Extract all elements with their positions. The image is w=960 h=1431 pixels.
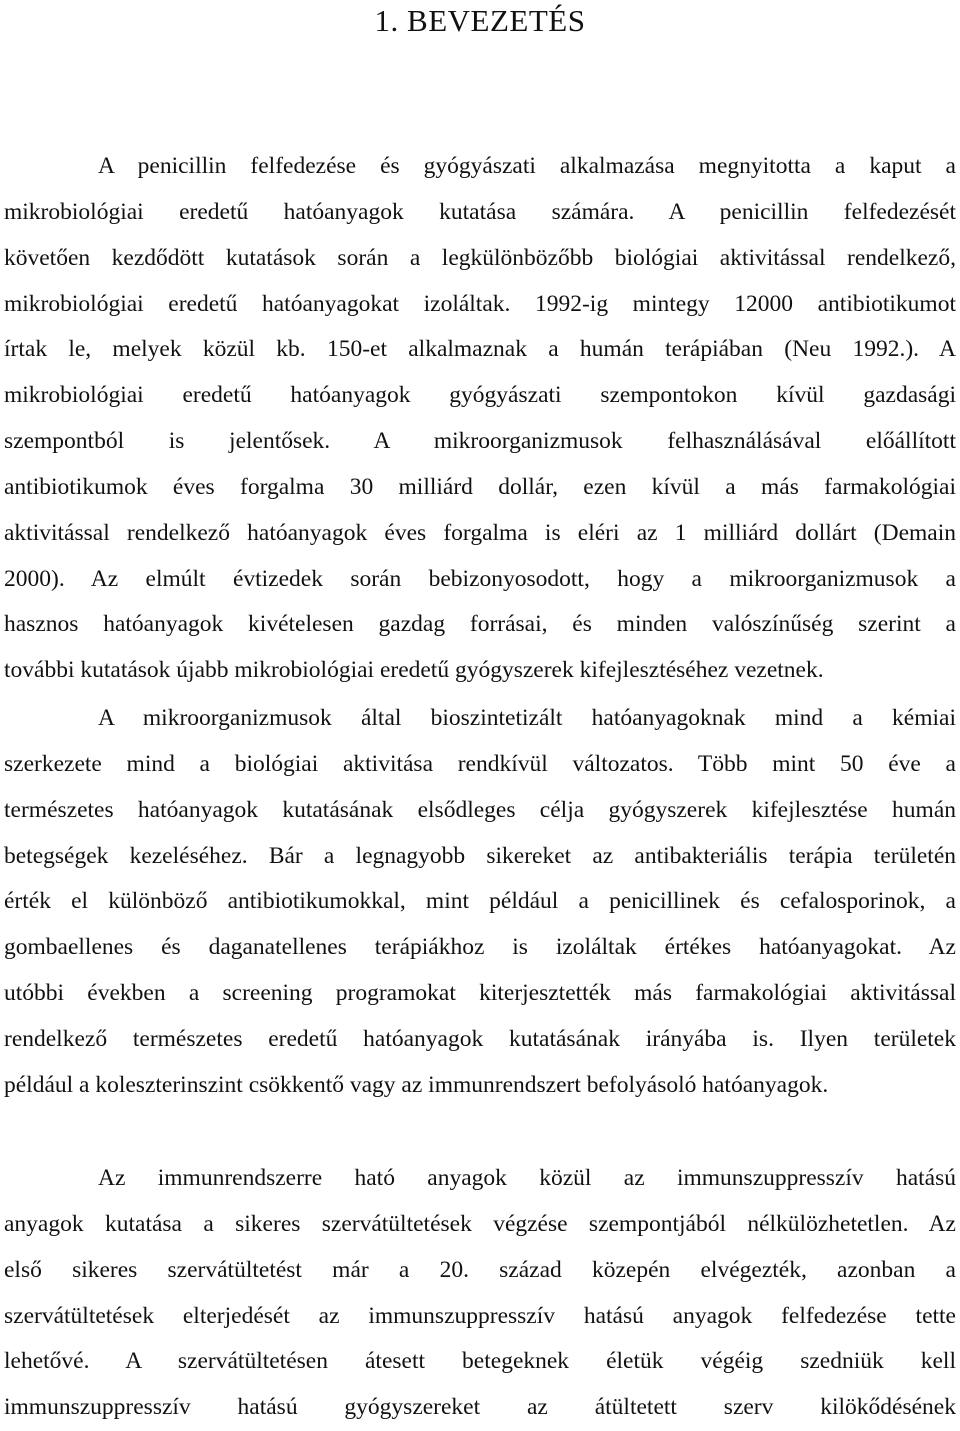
text-line: hasznos hatóanyagok kivételesen gazdag forrásai, és minden valószínűség szerint a (4, 611, 956, 638)
text-line: mikrobiológiai eredetű hatóanyagokat izoláltak. 1992-ig mintegy 12000 antibiotikumot (4, 290, 956, 317)
text-line: írtak le, melyek közül kb. 150-et alkalmaznak a humán terápiában (Neu 1992.). A (4, 336, 956, 363)
text-line: immunszuppresszív hatású gyógyszereket az átültetett szerv kilökődésének (4, 1394, 956, 1421)
text-line: Az immunrendszerre ható anyagok közül az immunszuppresszív hatású (98, 1165, 956, 1191)
text-line: anyagok kutatása a sikeres szervátültetések végzése szempontjából nélkülözhetetlen. Az (4, 1210, 956, 1237)
paragraph-2 (4, 696, 956, 1109)
text-line: szerkezete mind a biológiai aktivitása rendkívül változatos. Több mint 50 éve a (4, 750, 956, 777)
text-line: első sikeres szervátültetést már a 20. század közepén elvégezték, azonban a (4, 1256, 956, 1283)
text-line: A mikroorganizmusok által bioszintetizált hatóanyagoknak mind a kémiai (98, 705, 956, 731)
text-line: mikrobiológiai eredetű hatóanyagok kutatása számára. A penicillin felfedezését (4, 198, 956, 225)
text-line: lehetővé. A szervátültetésen átesett betegeknek életük végéig szedniük kell (4, 1348, 956, 1375)
text-line: mikrobiológiai eredetű hatóanyagok gyógyászati szempontokon kívül gazdasági (4, 382, 956, 409)
text-line: gombaellenes és daganatellenes terápiákhoz is izoláltak értékes hatóanyagokat. Az (4, 934, 956, 961)
text-line: érték el különböző antibiotikumokkal, mint például a penicillinek és cefalosporinok, a (4, 888, 956, 915)
text-line: követően kezdődött kutatások során a legkülönbözőbb biológiai aktivitással rendelkező, (4, 244, 956, 271)
text-line: antibiotikumok éves forgalma 30 milliárd dollár, ezen kívül a más farmakológiai (4, 473, 956, 500)
chapter-title: 1. BEVEZETÉS (374, 3, 586, 38)
text-line: betegségek kezeléséhez. Bár a legnagyobb sikereket az antibakteriális terápia területén (4, 842, 956, 869)
text-line: például a koleszterinszint csökkentő vagy az immunrendszert befolyásoló hatóanyagok. (4, 1071, 829, 1098)
text-line: természetes hatóanyagok kutatásának elsődleges célja gyógyszerek kifejlesztése humán (4, 796, 956, 823)
text-line: aktivitással rendelkező hatóanyagok éves forgalma is eléri az 1 milliárd dollárt (Demain (4, 519, 956, 546)
text-line: további kutatások újabb mikrobiológiai eredetű gyógyszerek kifejlesztéséhez vezetnek. (4, 657, 824, 684)
text-line: rendelkező természetes eredetű hatóanyagok kutatásának irányába is. Ilyen területek (4, 1025, 956, 1052)
text-line: A penicillin felfedezése és gyógyászati alkalmazása megnyitotta a kaput a (98, 153, 956, 179)
paragraph-1 (4, 144, 956, 694)
text-line: szempontból is jelentősek. A mikroorganizmusok felhasználásával előállított (4, 428, 956, 455)
text-line: szervátültetések elterjedését az immunszuppresszív hatású anyagok felfedezése tette (4, 1302, 956, 1329)
text-line: 2000). Az elmúlt évtizedek során bebizonyosodott, hogy a mikroorganizmusok a (4, 565, 956, 592)
text-line: utóbbi években a screening programokat kiterjesztették más farmakológiai aktivitással (4, 980, 956, 1007)
paragraph-3 (4, 1156, 956, 1431)
